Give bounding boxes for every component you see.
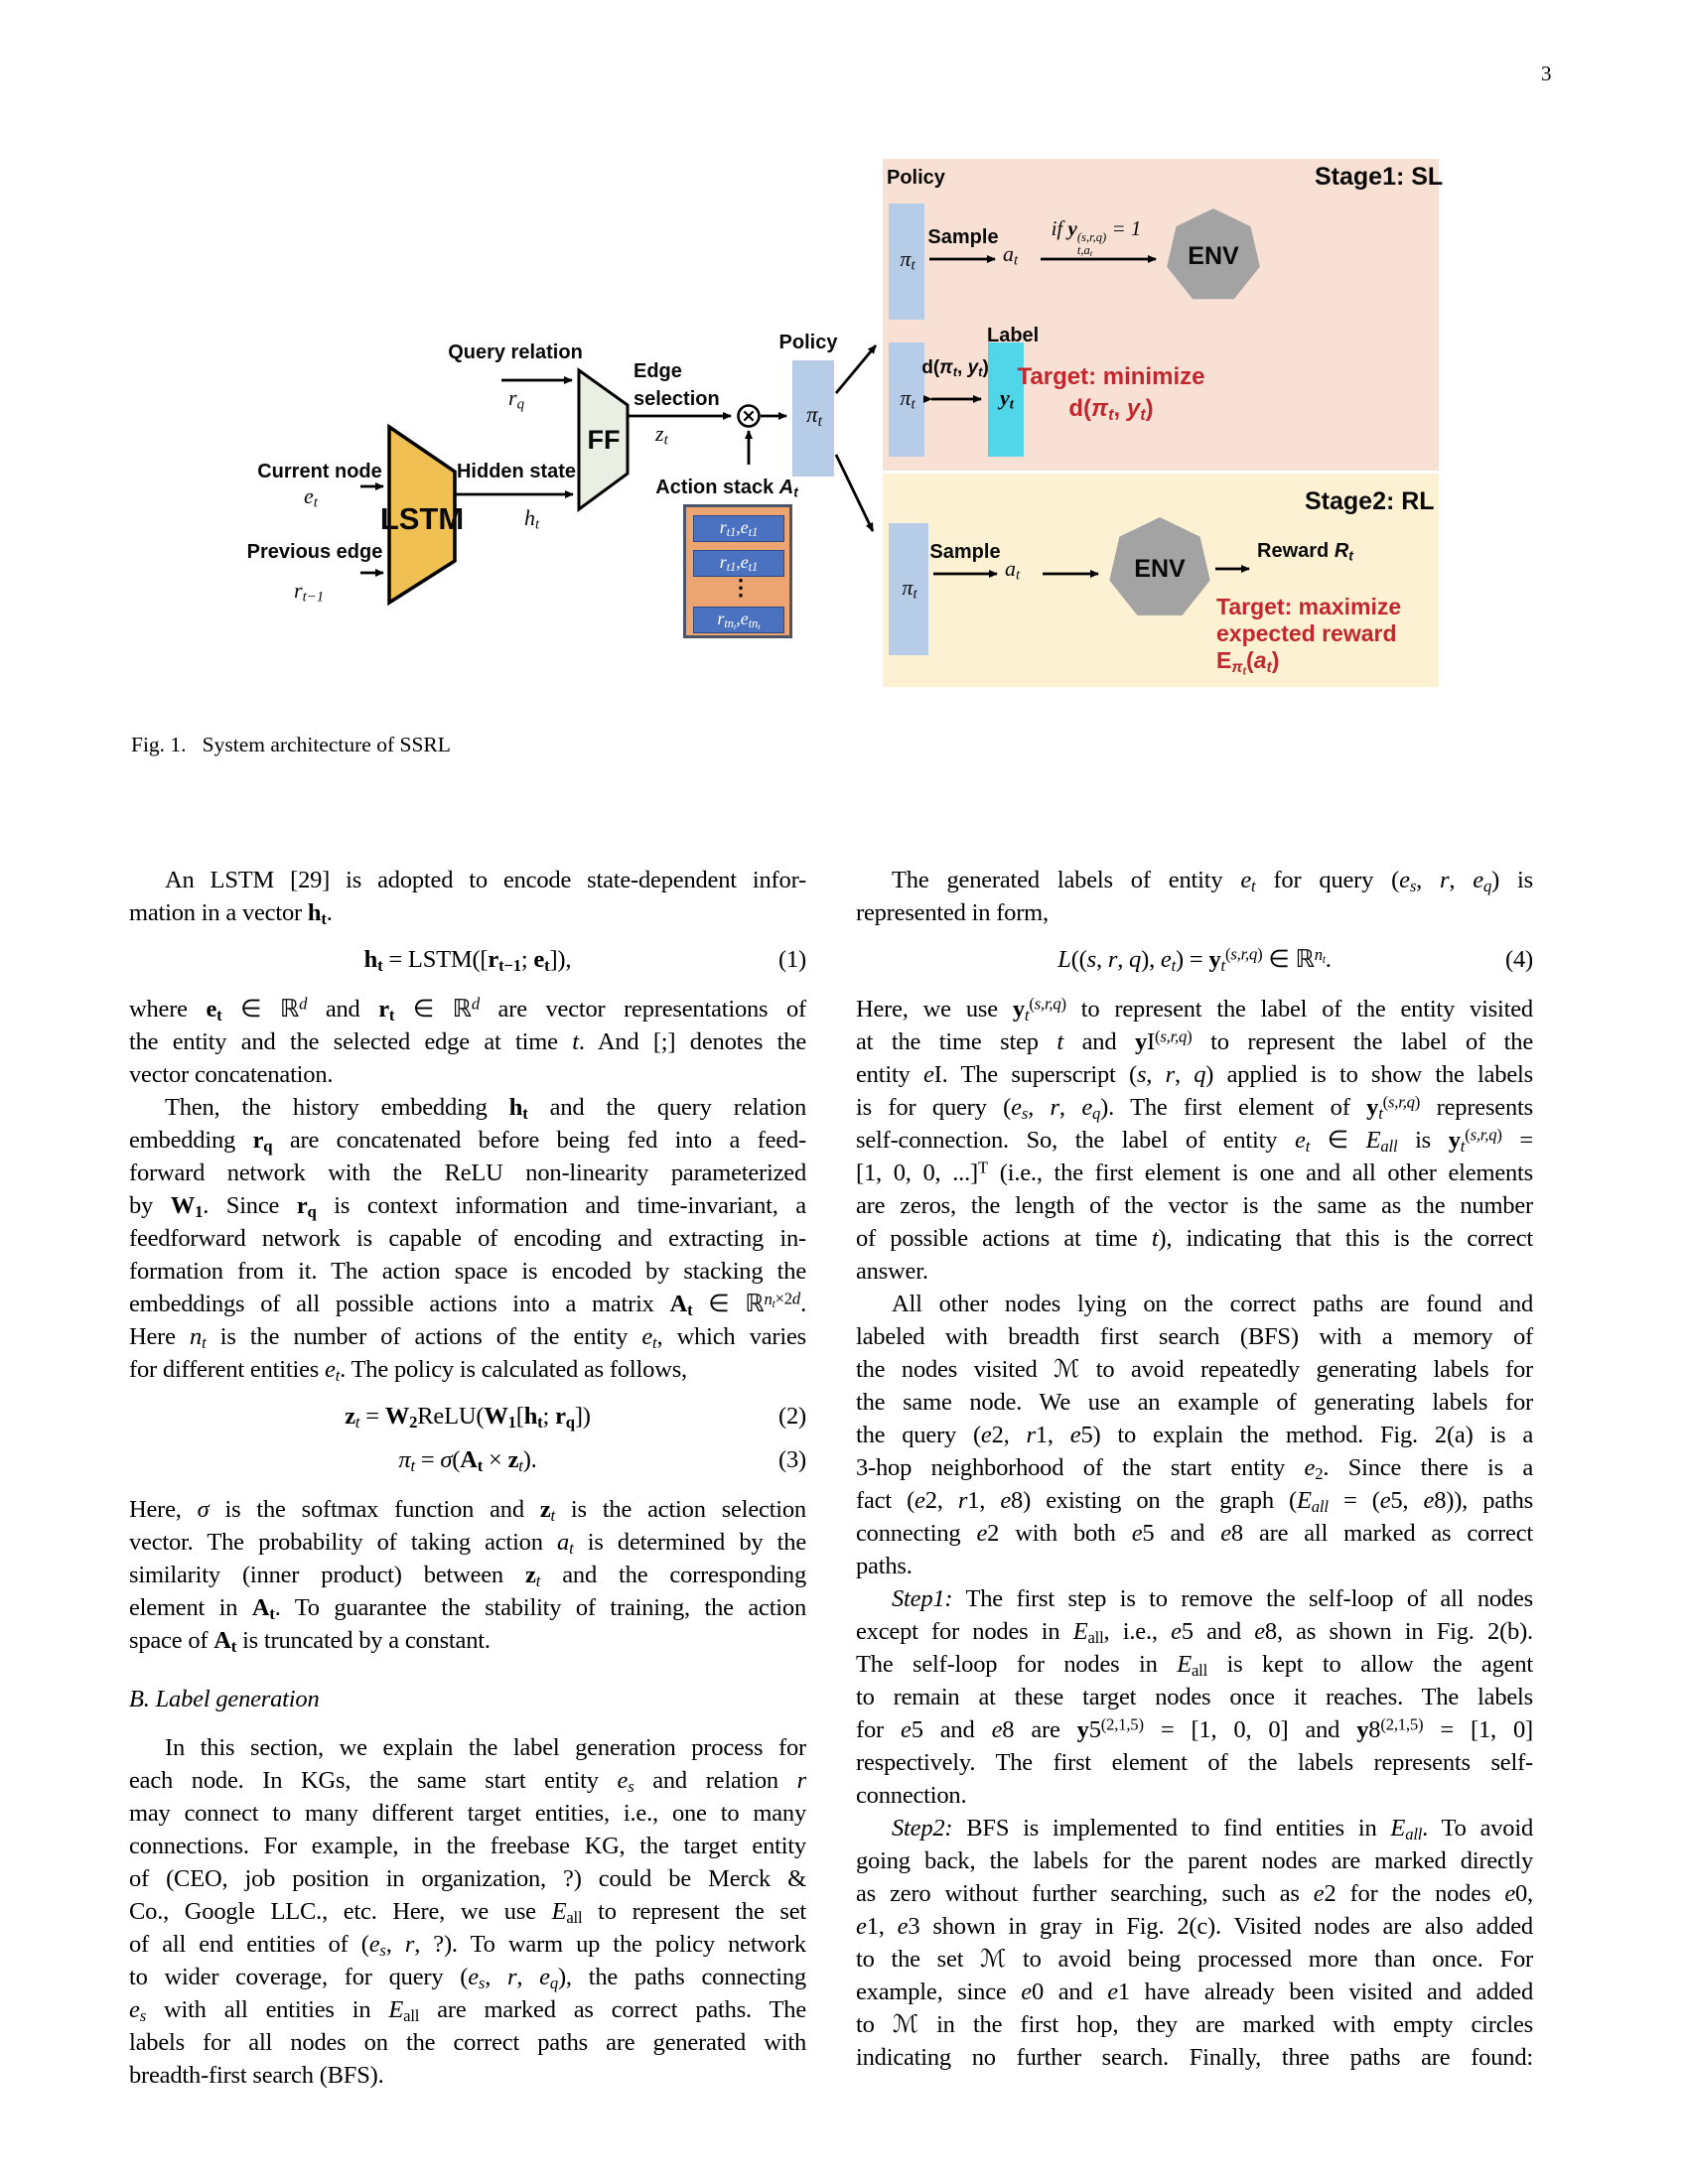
target-maximize-line1: Target: maximize — [1216, 594, 1402, 619]
hidden-state-label: Hidden state — [456, 461, 577, 482]
text-line: the entity and the selected edge at time t. And [;] denotes the — [129, 1028, 806, 1055]
text-line: Then, the history embedding $h_t$ and the query relation — [165, 1094, 806, 1124]
current-node-label: Current node — [257, 461, 382, 482]
previous-edge-label: Previous edge — [246, 541, 383, 563]
text-line: The self-loop for nodes in $E_{all}$ is kept to allow the agent — [856, 1651, 1533, 1681]
text-line: each node. In KGs, the same start entity $e_s$ and relation r — [129, 1767, 806, 1797]
paragraph — [856, 1582, 1533, 1812]
figure-caption: Fig. 1. System architecture of SSRL — [131, 733, 451, 756]
text-line: self-connection. So, the label of entity $e_t$ ∈ $E_{all}$ is $y_t^{(s,r,q)}$ = — [856, 1125, 1534, 1157]
text-line: paths. — [856, 1553, 913, 1579]
text-line: embeddings of all possible actions into a matrix $A_t$ ∈ ℝ$^{n_t\times 2d}$. — [129, 1289, 806, 1320]
env-label-stage2: ENV — [1134, 555, 1186, 583]
paragraph — [856, 864, 1533, 929]
edge-selection-label-line1: Edge — [633, 360, 682, 382]
paragraph — [856, 1812, 1533, 2074]
ht-symbol: $h_t$ — [524, 505, 540, 533]
pi-symbol-stage2: $\pi_t$ — [902, 575, 917, 603]
query-relation-label: Query relation — [448, 341, 583, 363]
text-line: connection. — [856, 1782, 967, 1809]
text-line: similarity (inner product) between $z_t$ and the corresponding — [129, 1562, 806, 1591]
equation-number: (4) — [1505, 946, 1533, 973]
paragraph — [856, 1288, 1533, 1582]
action-stack-row: $r_{tn_t},e_{tn_t}$ — [693, 607, 784, 633]
text-line: connections. For example, in the freebase KG, the target entity — [129, 1833, 806, 1859]
text-line: vector. The probability of taking action $a_t$ is determined by the — [129, 1529, 806, 1559]
text-line: indicating no further search. Finally, three paths are found: — [856, 2044, 1533, 2071]
vertical-ellipsis: ⋮ — [730, 575, 752, 600]
text-line: to wider coverage, for query ($e_s$, r, $e_q$), the paths connecting — [129, 1964, 806, 1993]
stage2-title: Stage2: RL — [1305, 487, 1435, 515]
paragraph — [129, 1493, 806, 1657]
equation — [129, 1400, 806, 1433]
text-line: fact (e2, r1, e8) existing on the graph ($E_{all} = (e5$, e8)), paths — [856, 1487, 1533, 1517]
text-line: Co., Google LLC., etc. Here, we use $E_{all}$ to represent the set — [129, 1898, 806, 1928]
text-line: formation from it. The action space is encoded by stacking the — [129, 1258, 806, 1285]
text-line: to remain at these target nodes once it reaches. The labels — [856, 1684, 1533, 1710]
label-caption: Label — [987, 325, 1040, 346]
text-line: breadth-first search (BFS). — [129, 2062, 384, 2089]
text-line: the nodes visited ℳ to avoid repeatedly generating labels for — [856, 1356, 1533, 1383]
equation — [856, 943, 1533, 977]
text-line: respectively. The first element of the labels represents self- — [856, 1749, 1533, 1776]
at-symbol-stage2: $a_t$ — [1005, 556, 1021, 584]
page-number: 3 — [1541, 62, 1552, 85]
text-line: 3-hop neighborhood of the start entity $e_2$. Since there is a — [856, 1454, 1534, 1484]
text-line: connecting e2 with both e5 and e8 are all marked as correct — [856, 1520, 1533, 1547]
text-line: vector concatenation. — [129, 1061, 334, 1088]
paragraph — [856, 993, 1533, 1288]
ff-label: FF — [587, 425, 621, 455]
text-line: In this section, we explain the label generation process for — [165, 1734, 806, 1761]
text-line: answer. — [856, 1258, 928, 1285]
paragraph — [129, 1091, 806, 1386]
action-stack-row: $r_{t1},e_{t1}$ — [693, 515, 784, 542]
text-line: entity eI. The superscript (s, r, q) applied is to show the labels — [856, 1061, 1533, 1088]
text-line: feedforward network is capable of encoding and extracting in- — [129, 1225, 806, 1252]
text-line: mation in a vector $h_t$. — [129, 899, 333, 929]
zt-symbol: $z_t$ — [655, 421, 668, 449]
text-line: $e_s$ with all entities in $E_{all}$ are marked as correct paths. The — [129, 1996, 807, 2026]
if-condition-label: if y (s,r,q) $t,a_t$ = 1 — [1051, 216, 1142, 259]
text-line: labeled with breadth first search (BFS) with a memory of — [856, 1323, 1533, 1350]
target-maximize-line3: $E_{\pi_t}(a_t)$ — [1216, 647, 1280, 678]
text-line: The generated labels of entity $e_t$ for query ($e_s$, r, $e_q$) is — [892, 867, 1533, 896]
text-line: All other nodes lying on the correct paths are found and — [892, 1291, 1533, 1317]
text-line: embedding $r_q$ are concatenated before being fed into a feed- — [129, 1127, 806, 1157]
equation-body: $h_t$ = $LSTM([r_{t-1}$; $e_t$]), — [363, 946, 572, 976]
env-label-stage1: ENV — [1188, 242, 1239, 270]
text-line: represented in form, — [856, 899, 1049, 926]
text-line: as zero without further searching, such as e2 for the nodes e0, — [856, 1880, 1533, 1907]
right-column — [856, 864, 1533, 2074]
lstm-label: LSTM — [379, 501, 465, 536]
sample-label-stage2: Sample — [929, 541, 1001, 563]
text-line: labels for all nodes on the correct paths are generated with — [129, 2029, 806, 2056]
text-line: at the time step t and yI$^{(s,r,q)}$ to represent the label of the — [856, 1026, 1533, 1055]
rq-symbol: $r_q$ — [508, 385, 525, 413]
text-line: Step2: BFS is implemented to find entities in $E_{all}$. To avoid — [892, 1815, 1533, 1844]
paragraph — [129, 864, 806, 929]
equation-body: L((s, r, q), $e_t) = y_t^{(s,r,q)}$ ∈ ℝ$^{n_t}$. — [1057, 944, 1332, 976]
target-minimize-line2: $d(\pi_t$, $y_t$) — [1068, 395, 1154, 425]
policy-label-stage1: Policy — [887, 167, 945, 189]
text-line: the query (e2, r1, e5) to explain the method. Fig. 2(a) is a — [856, 1422, 1533, 1448]
text-line: the same node. We use an example of generating labels for — [856, 1389, 1533, 1416]
yt-symbol: $y_t$ — [1000, 385, 1014, 413]
text-line: may connect to many different target entities, i.e., one to many — [129, 1800, 806, 1827]
section-heading: B. Label generation — [129, 1686, 320, 1712]
pi-symbol-stage1-bottom: $\pi_t$ — [900, 385, 915, 413]
stage1-title: Stage1: SL — [1315, 163, 1444, 191]
pi-symbol-main: $\pi_t$ — [806, 402, 822, 430]
paragraph — [129, 1731, 806, 2092]
text-line: Here, σ is the softmax function and $z_t$ is the action selection — [129, 1496, 806, 1526]
equation — [129, 943, 806, 977]
rt-minus-symbol: $r_{t-1}$ — [294, 578, 325, 606]
sample-label-stage1: Sample — [927, 226, 999, 248]
pi-symbol-stage1-top: $\pi_t$ — [900, 246, 915, 274]
text-line: of all end entities of ($e_s$, r, ?). To warm up the policy network — [129, 1931, 806, 1961]
equation-body: $z_t$ = $W_2ReLU(W_1[h_t$; $r_q$]) — [345, 1403, 591, 1433]
text-line: for e5 and e8 are $y5^{(2,1,5)} = [1$, 0, 0] and $y8^{(2,1,5)} = [1$, 0] — [856, 1714, 1533, 1743]
target-maximize-block — [1216, 594, 1402, 678]
text-line: except for nodes in $E_{all}$, i.e., e5 and e8, as shown in Fig. 2(b). — [856, 1618, 1533, 1648]
text-line: example, since e0 and e1 have already been visited and added — [856, 1979, 1534, 2005]
text-line: space of $A_t$ is truncated by a constant. — [129, 1627, 491, 1657]
equation-number: (3) — [778, 1446, 806, 1473]
text-line: An LSTM [29] is adopted to encode state-dependent infor- — [165, 867, 806, 893]
text-line: where $e_t$ ∈ ℝ$^d$ and $r_t$ ∈ ℝ$^d$ are vector representations of — [129, 994, 807, 1025]
left-column — [129, 864, 806, 2092]
at-symbol-stage1: $a_t$ — [1003, 241, 1019, 269]
policy-label-main: Policy — [778, 332, 838, 353]
text-line: by $W_1$. Since $r_q$ is context information and time-invariant, a — [129, 1192, 806, 1222]
figure-1 — [0, 0, 1688, 764]
reward-label: Reward $R_t$ — [1257, 540, 1353, 564]
equation-number: (2) — [778, 1403, 806, 1430]
equation — [129, 1443, 806, 1477]
text-line: of possible actions at time t), indicating that this is the correct — [856, 1225, 1533, 1252]
text-line: [1, 0, 0, ...]$^T$ (i.e., the first element is one and all other elements — [856, 1158, 1533, 1186]
action-stack-row: $r_{t1},e_{t1}$ — [693, 550, 784, 577]
distance-label: $d(\pi_t$, $y_t$) — [921, 357, 989, 380]
text-line: to ℳ in the first hop, they are marked with empty circles — [856, 2011, 1533, 2038]
action-stack-label: Action stack $A_t$ — [655, 477, 798, 500]
text-line: is for query ($e_s$, r, $e_q$). The first element of $y_t^{(s,r,q)}$ represents — [856, 1092, 1533, 1124]
text-line: Step1: The first step is to remove the self-loop of all nodes — [892, 1585, 1533, 1612]
text-line: e1, e3 shown in gray in Fig. 2(c). Visited nodes are also added — [856, 1913, 1533, 1940]
paragraph — [129, 993, 806, 1091]
text-line: are zeros, the length of the vector is the same as the number — [856, 1192, 1533, 1219]
target-maximize-line2: expected reward — [1216, 620, 1397, 646]
equation-body: $\pi_t = \sigma(A_t \times z_t)$. — [398, 1446, 537, 1476]
equation-number: (1) — [778, 946, 806, 973]
text-line: Here $n_t$ is the number of actions of the entity $e_t$, which varies — [129, 1323, 807, 1353]
text-line: element in $A_t$. To guarantee the stability of training, the action — [129, 1594, 807, 1624]
text-line: of (CEO, job position in organization, ?) could be Merck & — [129, 1865, 806, 1892]
text-line: to the set ℳ to avoid being processed more than once. For — [856, 1946, 1533, 1973]
text-line: for different entities $e_t$. The policy is calculated as follows, — [129, 1356, 687, 1386]
edge-selection-label-line2: selection — [633, 388, 720, 410]
target-minimize-line1: Target: minimize — [1017, 363, 1205, 390]
text-line: Here, we use $y_t^{(s,r,q)}$ to represent the label of the entity visited — [856, 994, 1533, 1025]
et-symbol: $e_t$ — [304, 483, 318, 511]
text-line: going back, the labels for the parent nodes are marked directly — [856, 1847, 1533, 1874]
text-line: forward network with the ReLU non-linearity parameterized — [129, 1160, 806, 1186]
